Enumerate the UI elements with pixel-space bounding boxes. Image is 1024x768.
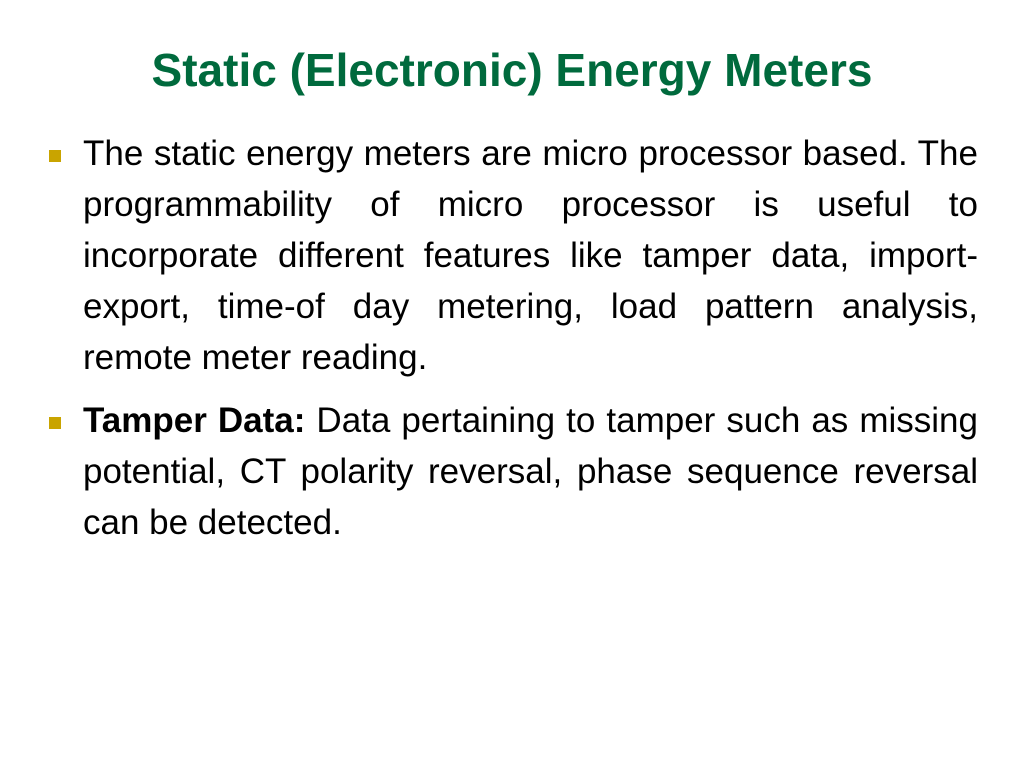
bullet-item <box>45 128 978 383</box>
bullet-text <box>83 395 978 548</box>
bullet-item <box>45 395 978 548</box>
bullet-body: The static energy meters are micro processor based. The programmability of micro processor is useful to incorporate different features like tamper data, import-export, time-of day metering, load pattern analysis, remote meter reading. <box>83 134 978 377</box>
square-bullet-icon <box>49 150 61 162</box>
bullet-text <box>83 128 978 383</box>
slide-title: Static (Electronic) Energy Meters <box>151 44 873 96</box>
bullet-list <box>45 128 978 560</box>
bullet-lead: Tamper Data: <box>83 401 306 440</box>
bullet-body: Data pertaining to tamper such as missing potential, CT polarity reversal, phase sequence reversal can be detected. <box>83 401 978 542</box>
square-bullet-icon <box>49 417 61 429</box>
